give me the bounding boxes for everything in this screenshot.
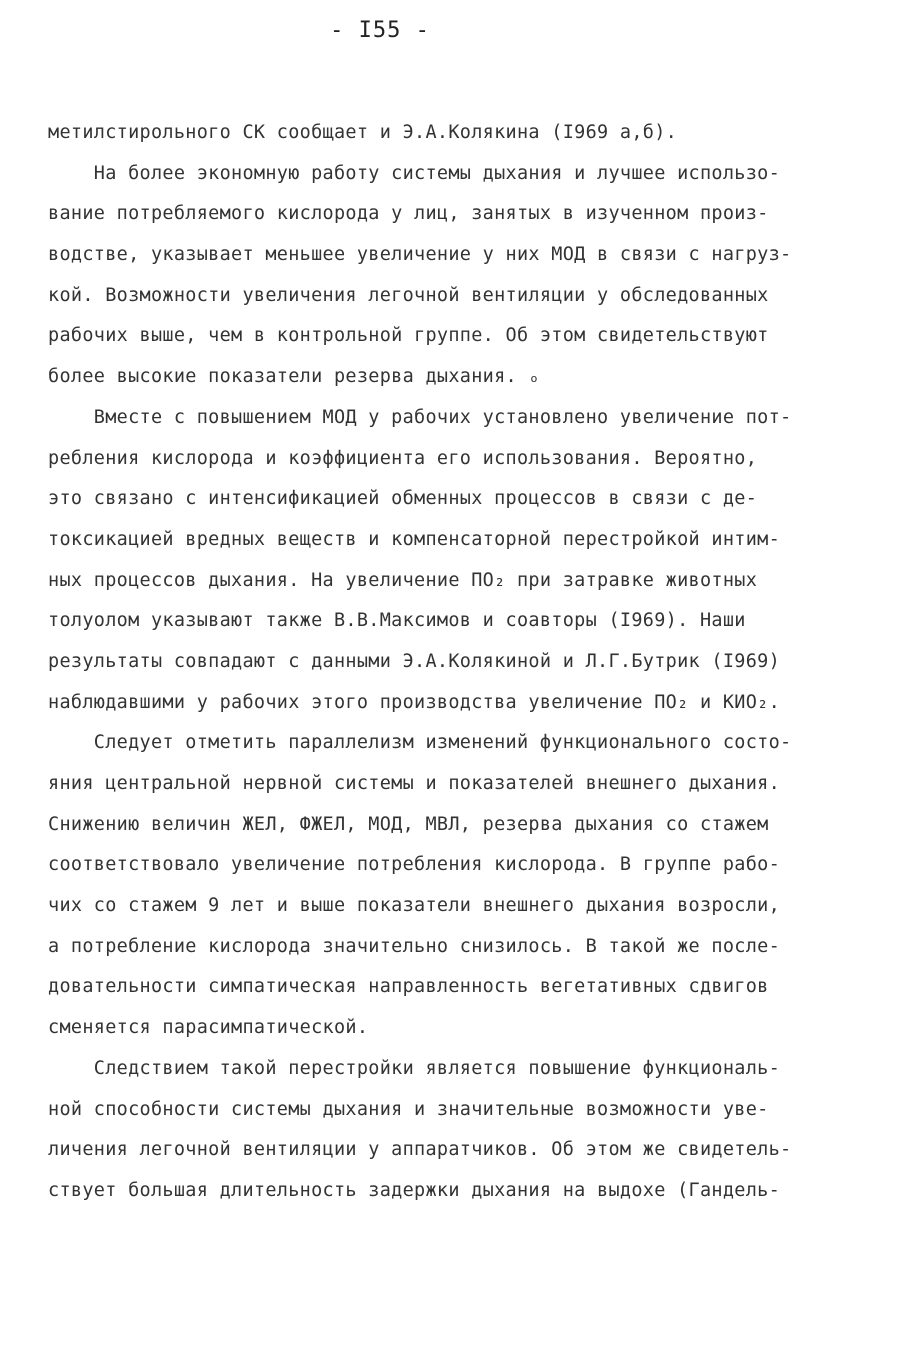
text-line: Снижению величин ЖЕЛ, ФЖЕЛ, МОД, МВЛ, резерва дыхания со стажем — [48, 813, 769, 835]
text-line: ребления кислорода и коэффициента его использования. Вероятно, — [48, 447, 758, 469]
page-number: - I55 - — [330, 18, 430, 43]
text-line: рабочих выше, чем в контрольной группе. Об этом свидетельствуют — [48, 325, 769, 347]
text-line: ной способности системы дыхания и значительные возможности уве- — [48, 1098, 769, 1120]
text-line: токсикацией вредных веществ и компенсаторной перестройкой интим- — [48, 528, 781, 550]
text-line: соответствовало увеличение потребления кислорода. В группе рабо- — [48, 854, 781, 876]
text-line: довательности симпатическая направленность вегетативных сдвигов — [48, 976, 769, 998]
text-line: толуолом указывают также В.В.Максимов и соавторы (I969). Наши — [48, 610, 746, 632]
text-line: а потребление кислорода значительно снизилось. В такой же после- — [48, 935, 781, 957]
text-line: ствует большая длительность задержки дыхания на выдохе (Гандель- — [48, 1179, 781, 1201]
text-line: кой. Возможности увеличения легочной вентиляции у обследованных — [48, 284, 769, 306]
text-line: яния центральной нервной системы и показателей внешнего дыхания. — [48, 773, 781, 794]
text-line: наблюдавшими у рабочих этого производства увеличение ПО₂ и КИО₂. — [48, 691, 781, 713]
text-line: Следует отметить параллелизм изменений функционального состо- — [48, 732, 792, 754]
text-line: результаты совпадают с данными Э.А.Колякиной и Л.Г.Бутрик (I969) — [48, 650, 781, 672]
text-line: вание потребляемого кислорода у лиц, занятых в изученном произ- — [48, 203, 769, 225]
text-line: Вместе с повышением МОД у рабочих установлено увеличение пот- — [48, 406, 792, 428]
text-line: чих со стажем 9 лет и выше показатели внешнего дыхания возросли, — [48, 895, 781, 917]
text-line: сменяется парасимпатической. — [48, 1017, 369, 1039]
body-text — [48, 113, 868, 1212]
text-line: ных процессов дыхания. На увеличение ПО₂ при затравке животных — [48, 569, 758, 591]
text-line: Следствием такой перестройки является повышение функциональ- — [48, 1057, 781, 1079]
text-line: водстве, указывает меньшее увеличение у них МОД в связи с нагруз- — [48, 244, 792, 266]
text-line: личения легочной вентиляции у аппаратчиков. Об этом же свидетель- — [48, 1139, 792, 1161]
text-line: метилстирольного СК сообщает и Э.А.Колякина (I969 а,б). — [48, 122, 678, 143]
text-line: это связано с интенсификацией обменных процессов в связи с де- — [48, 488, 758, 510]
text-line: На более экономную работу системы дыхания и лучшее использо- — [48, 162, 781, 184]
text-line: более высокие показатели резерва дыхания. ₒ — [48, 366, 540, 388]
